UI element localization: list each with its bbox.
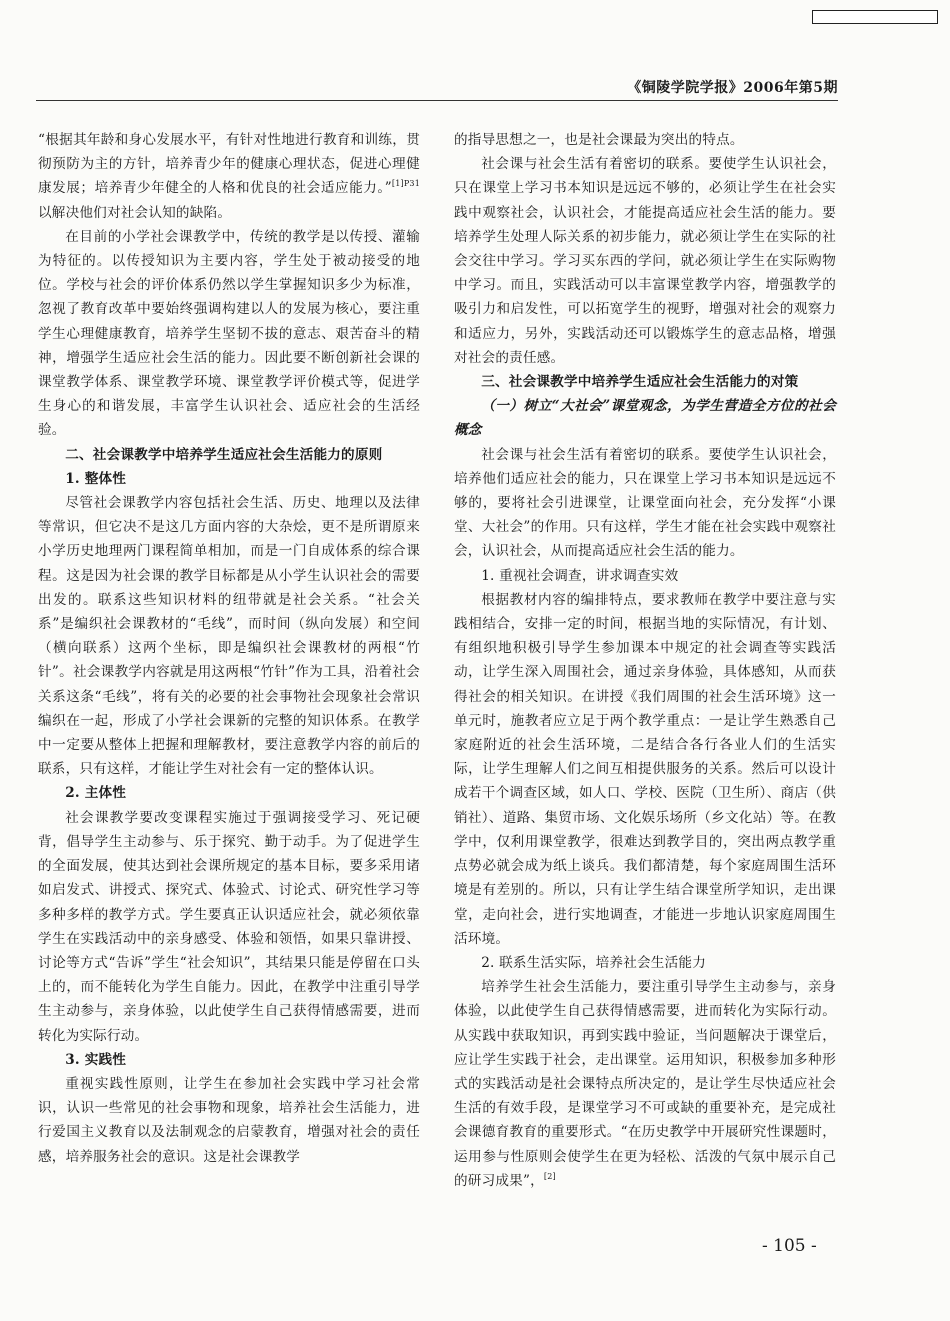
left-column bbox=[38, 128, 420, 1169]
paragraph-text: “根据其年龄和身心发展水平，有针对性地进行教育和训练，贯彻预防为主的方针，培养青少年的健康心理状态，促进心理健康发展；培养青少年健全的人格和优良的社会适应能力。” bbox=[38, 132, 420, 197]
paragraph: 的指导思想之一，也是社会课最为突出的特点。 bbox=[454, 132, 744, 148]
paragraph: 社会课与社会生活有着密切的联系。要使学生认识社会，培养他们适应社会的能力，只在课堂上学习书本知识是远远不够的，要将社会引进课堂，让课堂面向社会，充分发挥“小课堂、大社会”的作用。只有这样，学生才能在社会实践中观察社会，认识社会，从而提高适应社会生活的能力。 bbox=[454, 446, 836, 560]
paragraph-text: 以解决他们对社会认知的缺陷。 bbox=[38, 204, 232, 221]
section-heading: 三、社会课教学中培养学生适应社会生活能力的对策 bbox=[481, 374, 799, 391]
subsection-heading: 2. 联系生活实际，培养社会生活能力 bbox=[481, 954, 706, 971]
paragraph bbox=[38, 128, 420, 225]
paragraph: 社会课教学要改变课程实施过于强调接受学习、死记硬背，倡导学生主动参与、乐于探究、勤于动手。为了促进学生的全面发展，使其达到社会课所规定的基本目标，要多采用诸如启发式、讲授式、探究式、体验式、讨论式、研究性学习等多种多样的教学方式。学生要真正认识适应社会，就必须依靠学生在实践活动中的亲身感受、体验和领悟，如果只靠讲授、讨论等方式“告诉”学生“社会知识”，其结果只能是停留在口头上的，而不能转化为学生自能力。因此，在教学中注重引导学生主动参与，亲身体验，以此使学生自己获得情感需要，进而转化为实际行动。 bbox=[38, 809, 420, 1044]
section-heading: 二、社会课教学中培养学生适应社会生活能力的原则 bbox=[65, 446, 383, 463]
paragraph: 在目前的小学社会课教学中，传统的教学是以传授、灌输为特征的。以传授知识为主要内容，学生处于被动接受的地位。学校与社会的评价体系仍然以学生掌握知识多少为标准，忽视了教育改革中要始终强调构建以人的发展为核心，要注重学生心理健康教育，培养学生坚韧不拔的意志、艰苦奋斗的精神，增强学生适应社会生活的能力。因此要不断创新社会课的课堂教学体系、课堂教学环境、课堂教学评价模式等，促进学生身心的和谐发展，丰富学生认识社会、适应社会的生活经验。 bbox=[38, 228, 420, 439]
subsection-heading: （一）树立“大社会”课堂观念，为学生营造全方位的社会概念 bbox=[454, 398, 836, 439]
right-column bbox=[454, 128, 836, 1193]
page-number: - 105 - bbox=[762, 1236, 817, 1256]
paragraph: 社会课与社会生活有着密切的联系。要使学生认识社会，只在课堂上学习书本知识是远远不够的，必须让学生在社会实践中观察社会，认识社会，才能提高适应社会生活的能力。要培养学生处理人际关系的初步能力，就必须让学生在实际的社会交往中学习。学习买东西的学问，就必须让学生在实际购物中学习。而且，实践活动可以丰富课堂教学内容，增强教学的吸引力和启发性，可以拓宽学生的视野，增强对社会的观察力和适应力，另外，实践活动还可以锻炼学生的意志品格，增强对社会的责任感。 bbox=[454, 156, 836, 366]
subsection-heading: 1. 重视社会调查，讲求调查实效 bbox=[481, 567, 679, 584]
header-box bbox=[812, 10, 938, 24]
journal-header: 《铜陵学院学报》2006年第5期 bbox=[627, 80, 838, 96]
paragraph: 尽管社会课教学内容包括社会生活、历史、地理以及法律等常识，但它决不是这几方面内容的大杂烩，更不是所谓原来小学历史地理两门课程简单相加，而是一门自成体系的综合课程。这是因为社会课的教学目标都是从小学生认识社会的需要出发的。联系这些知识材料的纽带就是社会关系。“社会关系”是编织社会课教材的“毛线”，而时间（纵向发展）和空间（横向联系）这两个坐标，即是编织社会课教材的两根“竹针”。社会课教学内容就是用这两根“竹针”作为工具，沿着社会关系这条“毛线”，将有关的必要的社会事物社会现象社会常识编织在一起，形成了小学社会课新的完整的知识体系。在教学中一定要从整体上把握和理解教材，要注意教学内容的前后的联系，只有这样，才能让学生对社会有一定的整体认识。 bbox=[38, 495, 420, 778]
header-rule bbox=[36, 100, 838, 101]
paragraph-text: 培养学生社会生活能力，要注重引导学生主动参与，亲身体验，以此使学生自己获得情感需要，进而转化为实际行动。从实践中获取知识，再到实践中验证，当问题解决于课堂后，应让学生实践于社会，走出课堂。运用知识，积极参加多种形式的实践活动是社会课特点所决定的，是让学生尽快适应社会生活的有效手段，是课堂学习不可或缺的重要补充，是完成社会课德育教育的重要形式。“在历史教学中开展研究性课题时，运用参与性原则会使学生在更为轻松、活泼的气氛中展示自己的研习成果”， bbox=[454, 979, 836, 1189]
citation: [2] bbox=[543, 1171, 556, 1181]
paragraph bbox=[454, 975, 836, 1193]
subsection-heading: 1. 整体性 bbox=[65, 470, 127, 487]
subsection-heading: 3. 实践性 bbox=[65, 1051, 127, 1068]
paragraph: 重视实践性原则，让学生在参加社会实践中学习社会常识，认识一些常见的社会事物和现象，培养社会生活能力，进行爱国主义教育以及法制观念的启蒙教育，增强对社会的责任感，培养服务社会的意识。这是社会课教学 bbox=[38, 1075, 420, 1165]
subsection-heading: 2. 主体性 bbox=[65, 785, 127, 802]
paragraph: 根据教材内容的编排特点，要求教师在教学中要注意与实践相结合，安排一定的时间，根据当地的实际情况，有计划、有组织地积极引导学生参加课本中规定的社会调查等实践活动，让学生深入周围社会，通过亲身体验，具体感知，从而获得社会的相关知识。在讲授《我们周围的社会生活环境》这一单元时，施教者应立足于两个教学重点：一是让学生熟悉自己家庭附近的社会生活环境，二是结合各行各业人们的生活实际，让学生理解人们之间互相提供服务的关系。然后可以设计成若干个调查区域，如人口、学校、医院（卫生所）、商店（供销社）、道路、集贸市场、文化娱乐场所（乡文化站）等。在教学中，仅利用课堂教学，很难达到教学目的，突出两点教学重点势必就会成为纸上谈兵。我们都清楚，每个家庭周围生活环境是有差别的。所以，只有让学生结合课堂所学知识，走出课堂，走向社会，进行实地调查，才能进一步地认识家庭周围生活环境。 bbox=[454, 591, 836, 947]
citation: [1]P31 bbox=[391, 179, 420, 189]
